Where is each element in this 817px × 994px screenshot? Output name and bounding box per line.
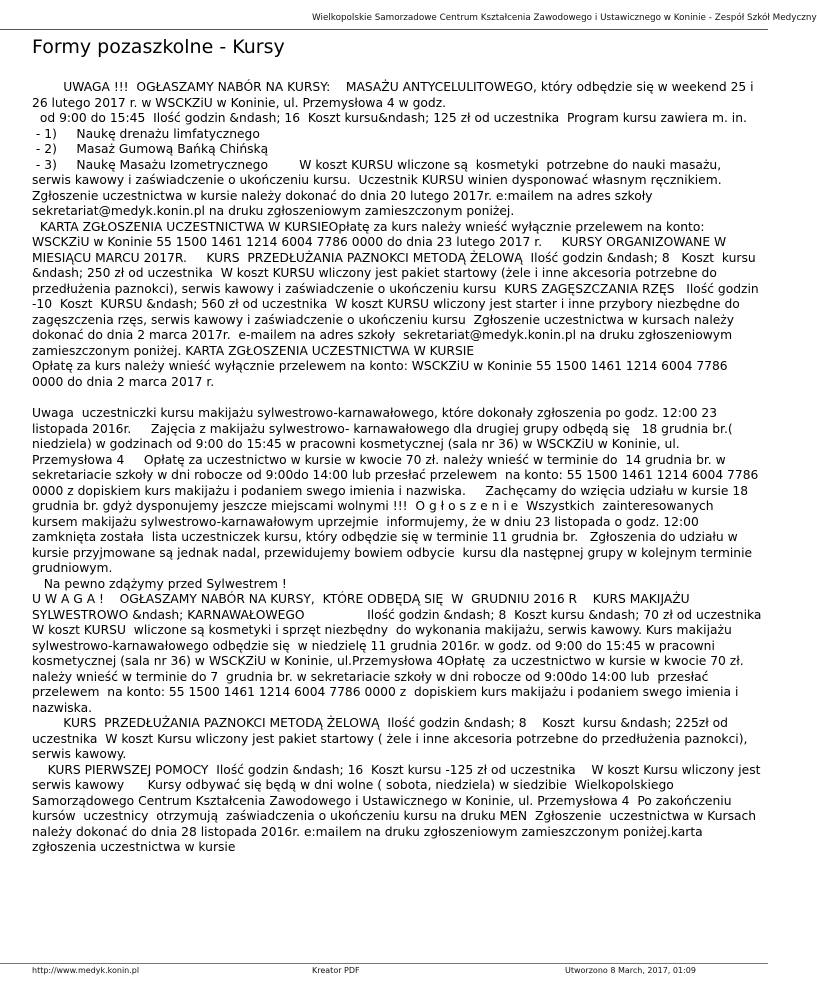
paragraph-march-courses: KARTA ZGŁOSZENIA UCZESTNICTWA W KURSIEOpłatę za kurs należy wnieść wyłącznie przelewem na konto: WSCKZiU w Koninie 55 1500 1461 1214 6004 7786 0000 do dnia 23 lutego 2017 r. KURSY ORGANIZOWANE W MIESIĄCU MARCU 2017R. KURS PRZEDŁUŻANIA PAZNOKCI METODĄ ŻELOWĄ Ilość godzin &ndash; 8 Koszt kursu &ndash; 250 zł od uczestnika W koszt KURSU wliczony jest pakiet startowy (żele i inne akcesoria potrzebne do przedłużenia paznokci), serwis kawowy i zaświadczenie o ukończeniu kursu KURS ZAGĘSZCZANIA RZĘS Ilość godzin -10 Koszt KURSU &ndash; 560 zł od uczestnika W koszt KURSU wliczony jest starter i inne przybory niezbędne do zagęszczenia rzęs, serwis kawowy i zaświadczenie o ukończeniu kursu Zgłoszenie uczestnictwa w kursach należy dokonać do dnia 2 marca 2017r. e-mailem na adres szkoły sekretariat@medyk.konin.pl na druku zgłoszeniowym zamieszczonym poniżej. KARTA ZGŁOSZENIA UCZESTNICTWA W KURSIE: [32, 219, 763, 358]
paragraph-payment-march: Opłatę za kurs należy wnieść wyłącznie przelewem na konto: WSCKZiU w Koninie 55 1500 1461 1214 6004 7786 0000 do dnia 2 marca 2017 r.: [32, 359, 732, 389]
paragraph-gap: [32, 390, 762, 406]
paragraph-makeup-notice: Uwaga uczestniczki kursu makijażu sylwestrowo-karnawałowego, które dokonały zgłoszenia po godz. 12:00 23 listopada 2016r. Zajęcia z makijażu sylwestrowo- karnawałowego dla drugiej grupy odbędą się 18 grudnia br.( niedziela) w godzinach od 9:00 do 15:45 w pracowni kosmetycznej (sala nr 36) w WSCKZiU w Koninie, ul. Przemysłowa 4 Opłatę za uczestnictwo w kursie w kwocie 70 zł. należy wnieść w terminie do 14 grudnia br. w sekretariacie szkoły w dni robocze od 9:00do 14:00 lub przesłać przelewem na konto: 55 1500 1461 1214 6004 7786 0000 z dopiskiem kurs makijażu i podaniem swego imienia i nazwiska. Zachęcamy do wzięcia udziału w kursie 18 grudnia br. gdyż dysponujemy jeszcze miejscami wolnymi !!! O g ł o s z e n i e Wszystkich zainteresowanych kursem makijażu sylwestrowo-karnawałowym uprzejmie informujemy, że w dniu 23 listopada o godz. 12:00 zamknięta została lista uczestniczek kursu, który odbędzie się w terminie 11 grudnia br. Zgłoszenia do udziału w kursie przyjmowane są jednak nadal, przewidujemy bowiem odbycie kursu dla następnej grupy w kolejnym terminie grudniowym.: [32, 406, 763, 575]
header-divider: [0, 29, 768, 30]
paragraph-december-courses: U W A G A ! OGŁASZAMY NABÓR NA KURSY, KTÓRE ODBĘDĄ SIĘ W GRUDNIU 2016 R KURS MAKIJAŻU SYLWESTROWO &ndash; KARNAWAŁOWEGO Ilość godzin &ndash; 8 Koszt kursu &ndash; 70 zł od uczestnika W koszt KURSU wliczone są kosmetyki i sprzęt niezbędny do wykonania makijażu, serwis kawowy. Kurs makijażu sylwestrowo-karnawałowego odbędzie się w niedzielę 11 grudnia 2016r. w godz. od 9:00 do 15:45 w pracowni kosmetycznej (sala nr 36) w WSCKZiU w Koninie, ul.Przemysłowa 4Opłatę za uczestnictwo w kursie w kwocie 70 zł. należy wnieść w terminie do 7 grudnia br. w sekretariacie szkoły w dni robocze od 9:00do 14:00 lub przesłać przelewem na konto: 55 1500 1461 1214 6004 7786 0000 z dopiskiem kurs makijażu i podaniem swego imienia i nazwiska.: [32, 592, 774, 715]
footer-generator: Kreator PDF: [312, 966, 360, 975]
footer-created: Utworzono 8 March, 2017, 01:09: [565, 966, 696, 975]
footer-url: http://www.medyk.konin.pl: [32, 966, 140, 975]
list-item-drainage: - 1) Naukę drenażu limfatycznego: [32, 126, 260, 141]
footer-divider: [0, 963, 768, 964]
paragraph-first-aid: KURS PIERWSZEJ POMOCY Ilość godzin &ndash; 16 Koszt kursu -125 zł od uczestnika W koszt Kursu wliczony jest serwis kawowy Kursy odbywać się będą w dni wolne ( sobota, niedziela) w siedzibie Wielkopolskiego Samorządowego Centrum Kształcenia Zawodowego i Ustawicznego w Koninie, ul. Przemysłowa 4 Po zakończeniu kursów uczestnicy otrzymują zaświadczenia o ukończeniu kursu na druku MEN Zgłoszenie uczestnictwa w Kursach należy dokonać do dnia 28 listopada 2016r. e:mailem na druku zgłoszeniowym zamieszczonym poniżej.karta zgłoszenia uczestnictwa w kursie: [32, 762, 765, 854]
list-item-isometric-massage: - 3) Naukę Masażu Izometrycznego W koszt KURSU wliczone są kosmetyki potrzebne do nauki masażu, serwis kawowy i zaświadczenie o ukończeniu kursu. Uczestnik KURSU winien dysponować własnym ręcznikiem. Zgłoszenie uczestnictwa w kursie należy dokonać do dnia 20 lutego 2017r. e:mailem na adres szkoły sekretariat@medyk.konin.pl na druku zgłoszeniowym zamieszczonym poniżej.: [32, 157, 730, 218]
page-title: Formy pozaszkolne - Kursy: [32, 36, 285, 58]
paragraph-antycellulite-schedule: od 9:00 do 15:45 Ilość godzin &ndash; 16 Koszt kursu&ndash; 125 zł od uczestnika Program kursu zawiera m. in.: [32, 111, 747, 125]
paragraph-gel-nails: KURS PRZEDŁUŻANIA PAZNOKCI METODĄ ŻELOWĄ Ilość godzin &ndash; 8 Koszt kursu &ndash; 225zł od uczestnika W koszt Kursu wliczony jest pakiet startowy ( żele i inne akcesoria potrzebne do przedłużenia paznokci), serwis kawowy.: [32, 716, 752, 761]
site-header-text: Wielkopolskie Samorzadowe Centrum Kształcenia Zawodowego i Ustawicznego w Koninie - Zespół Szkół Medyczny: [312, 13, 817, 23]
paragraph-new-year: Na pewno zdążymy przed Sylwestrem !: [32, 576, 287, 591]
list-item-chinese-cupping: - 2) Masaż Gumową Bańką Chińską: [32, 142, 269, 156]
article-body: [32, 80, 774, 856]
paragraph-antycellulite-announcement: UWAGA !!! OGŁASZAMY NABÓR NA KURSY: MASAŻU ANTYCELULITOWEGO, który odbędzie się w weekend 25 i 26 lutego 2017 r. w WSCKZiU w Koninie, ul. Przemysłowa 4 w godz.: [32, 80, 758, 110]
